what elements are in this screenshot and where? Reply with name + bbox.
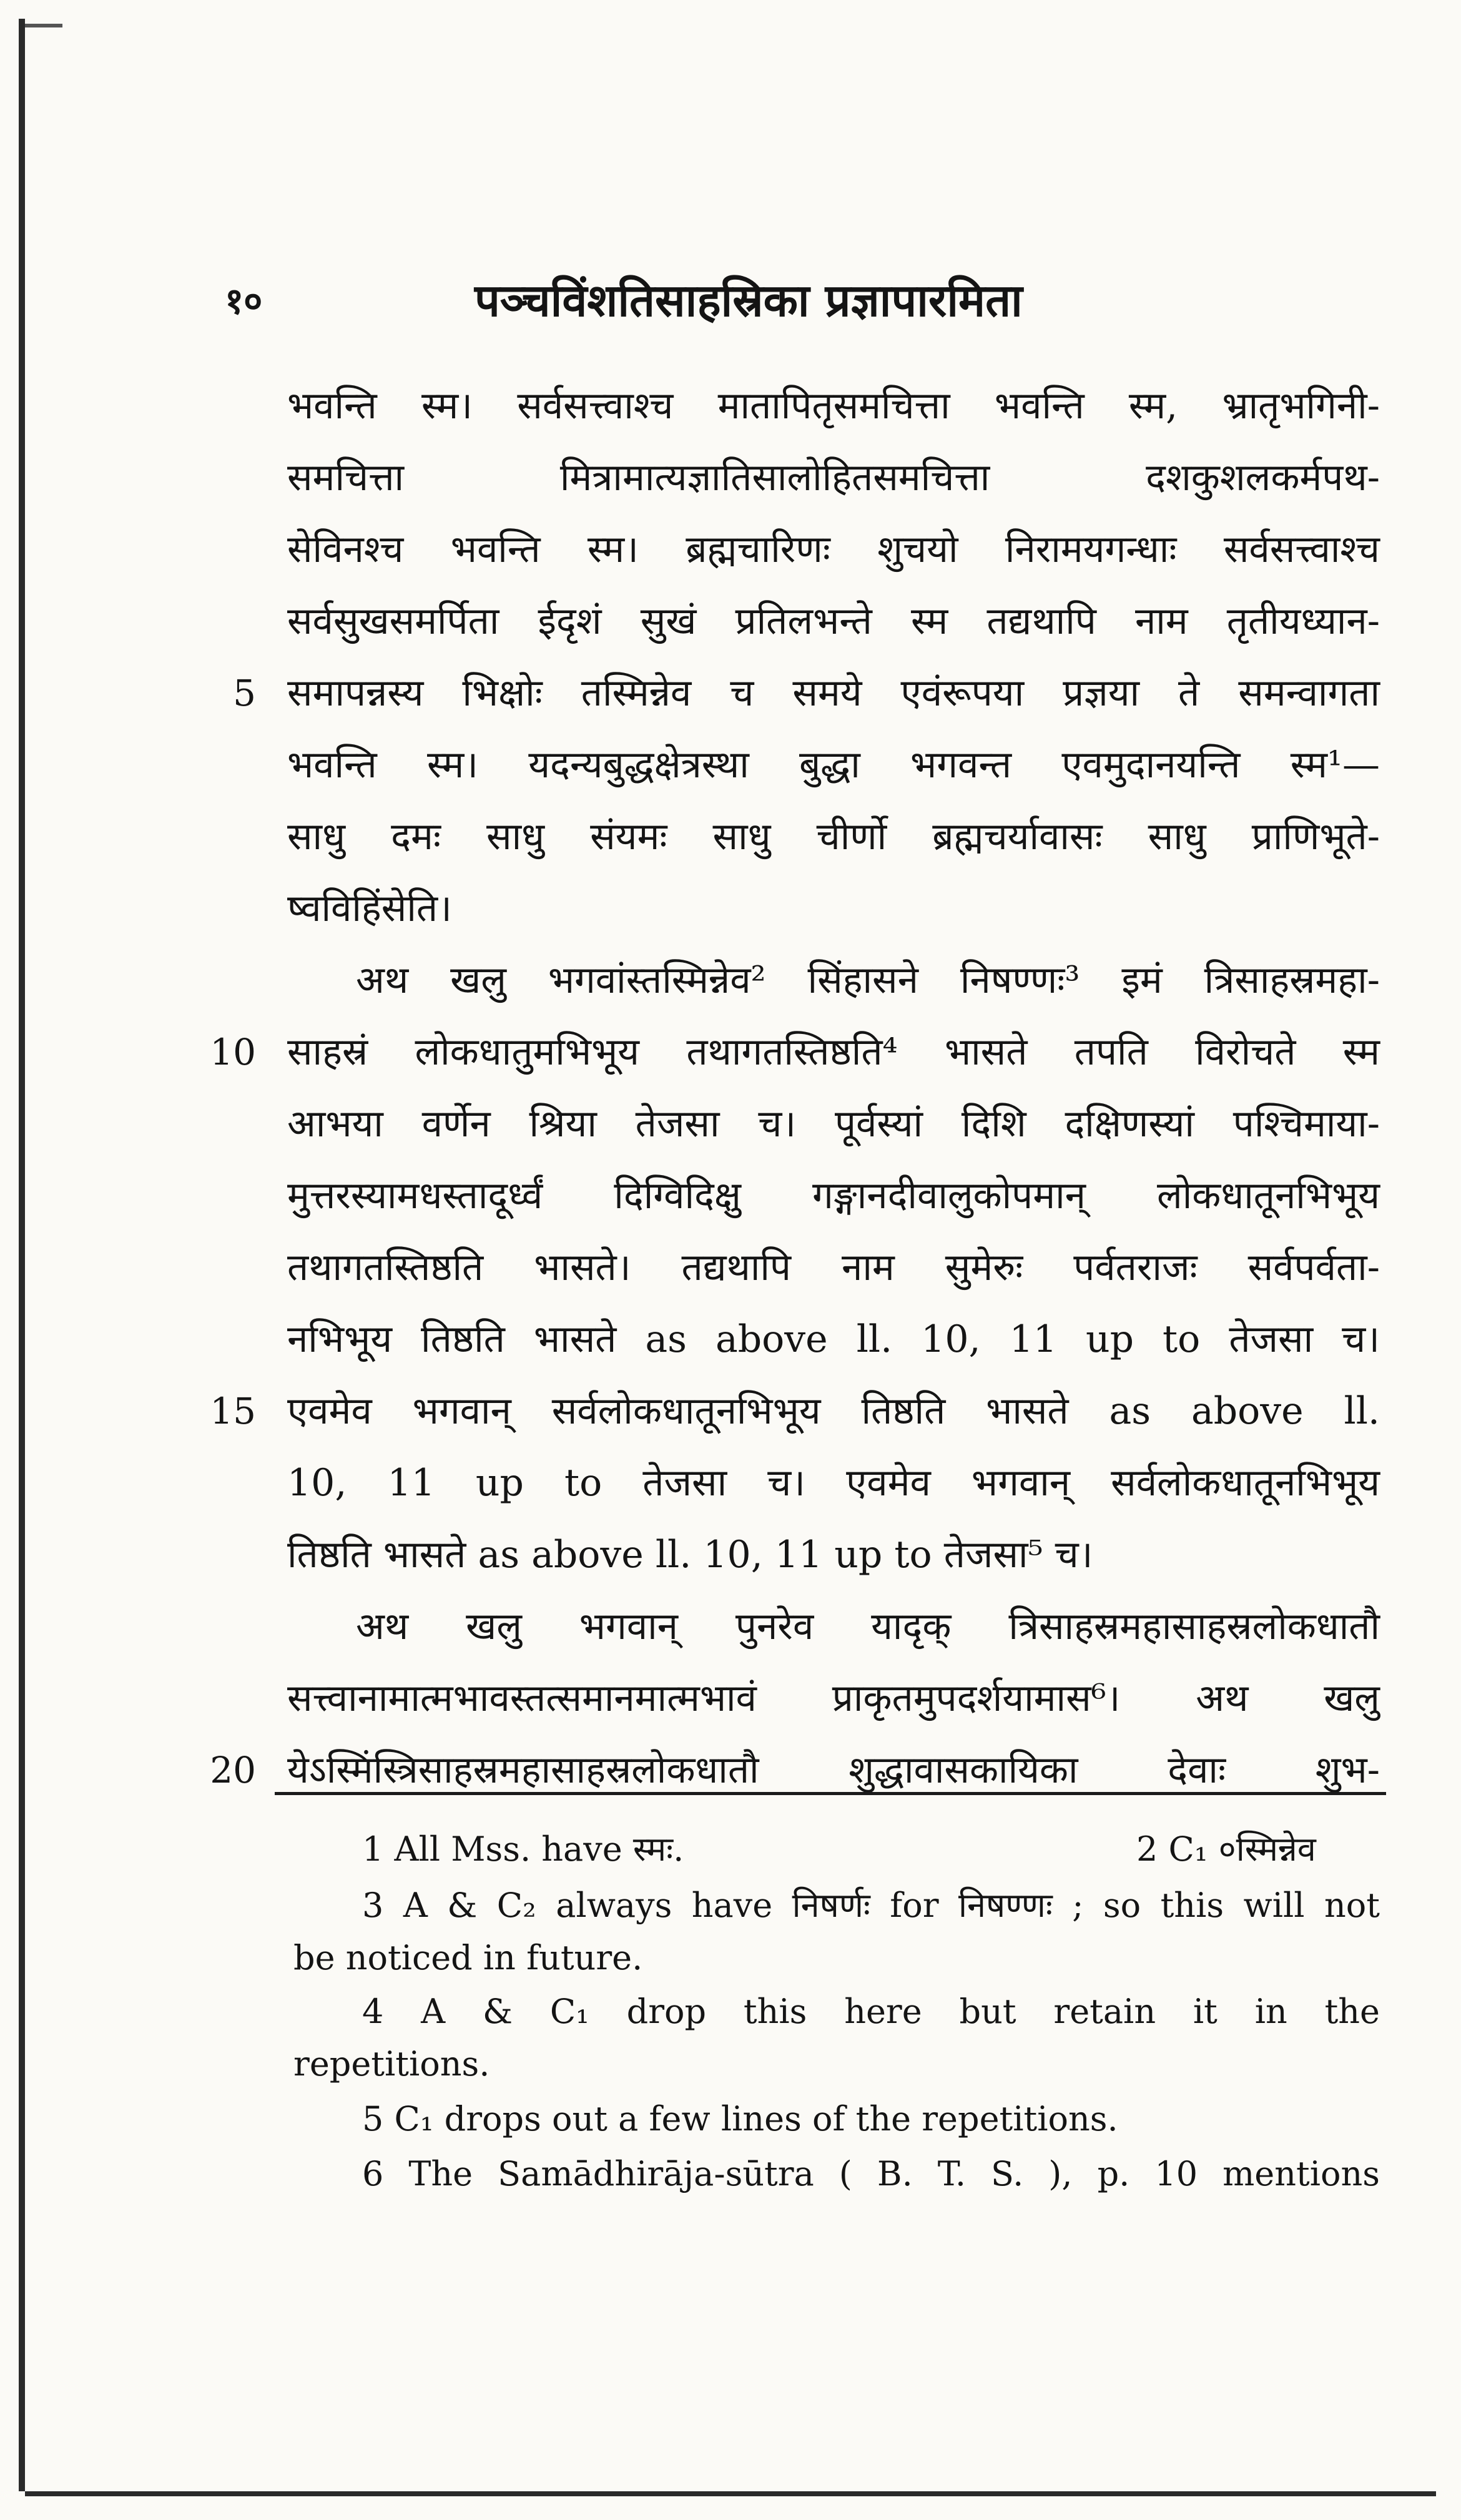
footnote-row <box>362 1823 1380 1876</box>
text-line: सत्त्वानामात्मभावस्तत्समानमात्मभावं प्राकृतमुपदर्शयामास⁶। अथ खलु <box>287 1676 1380 1720</box>
footnote-4-continued: repetitions. <box>293 2044 490 2084</box>
text-line: एवमेव भगवान् सर्वलोकधातूनभिभूय तिष्ठति भासते as above ll. <box>287 1389 1380 1433</box>
page-number: १० <box>225 280 263 322</box>
scan-left-edge <box>19 19 25 2491</box>
footnote-rule <box>275 1792 1386 1795</box>
text-line: सर्वसुखसमर्पिता ईदृशं सुखं प्रतिलभन्ते स्म तद्यथापि नाम तृतीयध्यान- <box>287 599 1380 643</box>
scan-top-mark <box>25 24 62 27</box>
footnote-3-continued: be noticed in future. <box>293 1938 643 1977</box>
text-line: समचित्ता मित्रामात्यज्ञातिसालोहितसमचित्ता दशकुशलकर्मपथ- <box>287 456 1380 500</box>
footnote-3: 3 A & C₂ always have निषर्णः for निषण्णः ; so this will not <box>362 1886 1380 1925</box>
footnote-2: 2 C₁ ०स्मिन्नेव <box>1136 1829 1316 1869</box>
line-number: 10 <box>210 1031 256 1073</box>
running-title: पञ्चविंशतिसाहस्रिका प्रज्ञापारमिता <box>475 273 1023 327</box>
line-number: 5 <box>233 672 256 714</box>
scan-bottom-edge <box>25 2491 1436 2496</box>
text-line: तथागतस्तिष्ठति भासते। तद्यथापि नाम सुमेरुः पर्वतराजः सर्वपर्वता- <box>287 1246 1380 1289</box>
footnote-4: 4 A & C₁ drop this here but retain it in the <box>362 1992 1380 2031</box>
text-line: तिष्ठति भासते as above ll. 10, 11 up to तेजसा⁵ च। <box>287 1533 1093 1577</box>
line-number: 20 <box>210 1749 256 1791</box>
text-line: साहस्रं लोकधातुमभिभूय तथागतस्तिष्ठति⁴ भासते तपति विरोचते स्म <box>287 1030 1380 1074</box>
line-number: 15 <box>210 1390 256 1432</box>
footnote-1: 1 All Mss. have स्मः. <box>362 1829 684 1869</box>
text-line: अथ खलु भगवांस्तस्मिन्नेव² सिंहासने निषण्णः³ इमं त्रिसाहस्रमहा- <box>356 958 1380 1002</box>
text-line: साधु दमः साधु संयमः साधु चीर्णो ब्रह्मचर्यावासः साधु प्राणिभूते- <box>287 815 1380 859</box>
page-header <box>0 268 1461 337</box>
text-line: भवन्ति स्म। यदन्यबुद्धक्षेत्रस्था बुद्धा भगवन्त एवमुदानयन्ति स्म¹— <box>287 743 1380 787</box>
text-line: सेविनश्च भवन्ति स्म। ब्रह्मचारिणः शुचयो निरामयगन्धाः सर्वसत्त्वाश्च <box>287 528 1380 571</box>
text-line: नभिभूय तिष्ठति भासते as above ll. 10, 11 up to तेजसा च। <box>287 1317 1380 1361</box>
text-line: अथ खलु भगवान् पुनरेव यादृक् त्रिसाहस्रमहासाहस्रलोकधातौ <box>356 1605 1380 1648</box>
footnote-5: 5 C₁ drops out a few lines of the repetitions. <box>362 2099 1118 2139</box>
text-line: ष्वविहिंसेति। <box>287 887 452 930</box>
text-line: मुत्तरस्यामधस्तादूर्ध्वं दिग्विदिक्षु गङ्गानदीवालुकोपमान् लोकधातूनभिभूय <box>287 1174 1380 1218</box>
text-line: 10, 11 up to तेजसा च। एवमेव भगवान् सर्वलोकधातूनभिभूय <box>287 1461 1380 1505</box>
text-line: भवन्ति स्म। सर्वसत्त्वाश्च मातापितृसमचित्ता भवन्ति स्म, भ्रातृभगिनी- <box>287 384 1380 428</box>
text-line: येऽस्मिंस्त्रिसाहस्रमहासाहस्रलोकधातौ शुद्धावासकायिका देवाः शुभ- <box>287 1748 1380 1792</box>
text-line: समापन्नस्य भिक्षोः तस्मिन्नेव च समये एवंरूपया प्रज्ञया ते समन्वागता <box>287 671 1380 715</box>
text-line: आभया वर्णेन श्रिया तेजसा च। पूर्वस्यां दिशि दक्षिणस्यां पश्चिमाया- <box>287 1102 1380 1146</box>
footnote-6: 6 The Samādhirāja-sūtra ( B. T. S. ), p. 10 mentions <box>362 2154 1380 2193</box>
